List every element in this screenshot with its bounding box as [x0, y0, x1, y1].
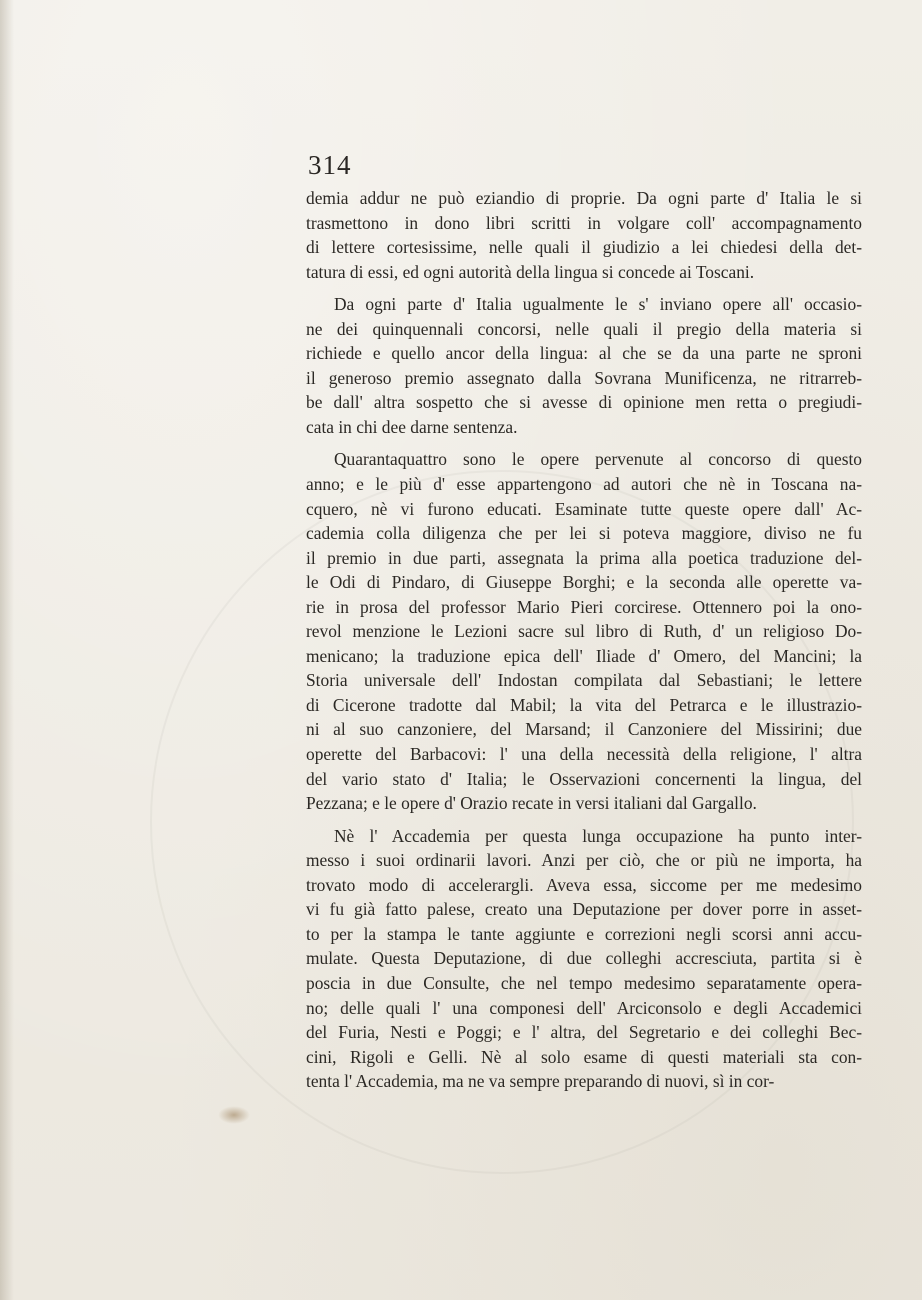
text-line: demia addur ne può eziandio di proprie. Da ogni parte d' Italia le si [306, 188, 862, 208]
text-line: operette del Barbacovi: l' una della necessità della religione, l' altra [306, 744, 862, 765]
text-line: menicano; la traduzione epica dell' Iliade d' Omero, del Mancini; la [306, 645, 862, 666]
text-line: Quarantaquattro sono le opere pervenute al concorso di questo [334, 449, 862, 470]
text-line: le Odi di Pindaro, di Giuseppe Borghi; e la seconda alle operette va- [306, 572, 862, 593]
text-line: no; delle quali l' una componesi dell' Arciconsolo e degli Accademici [306, 997, 862, 1018]
text-line: cini, Rigoli e Gelli. Nè al solo esame di questi materiali sta con- [306, 1046, 862, 1067]
text-line: vi fu già fatto palese, creato una Deputazione per dover porre in asset- [306, 899, 862, 920]
paragraph [306, 186, 862, 284]
text-line: cquero, nè vi furono educati. Esaminate tutte queste opere dall' Ac- [306, 498, 862, 519]
page-number: 314 [308, 150, 352, 180]
text-line: Storia universale dell' Indostan compilata dal Sebastiani; le lettere [306, 670, 862, 691]
text-line: Da ogni parte d' Italia ugualmente le s' inviano opere all' occasio- [334, 294, 862, 315]
text-line: mulate. Questa Deputazione, di due colleghi accresciuta, partita si è [306, 948, 862, 969]
text-line: messo i suoi ordinarii lavori. Anzi per ciò, che or più ne importa, ha [306, 850, 862, 871]
text-line: tatura di essi, ed ogni autorità della lingua si concede ai Toscani. [306, 261, 755, 282]
paragraph-gap [306, 816, 862, 824]
paragraph-gap [306, 439, 862, 447]
text-line: di Cicerone tradotte dal Mabil; la vita del Petrarca e le illustrazio- [306, 694, 862, 715]
text-line: revol menzione le Lezioni sacre sul libro di Ruth, d' un religioso Do- [306, 621, 862, 642]
text-line: ne dei quinquennali concorsi, nelle quali il pregio della materia si [306, 318, 862, 339]
paragraph [306, 824, 862, 1094]
text-line: richiede e quello ancor della lingua: al che se da una parte ne sproni [306, 343, 862, 364]
paper-stain [218, 1106, 250, 1124]
text-line: to per la stampa le tante aggiunte e correzioni negli scorsi anni accu- [306, 923, 862, 944]
paragraph [306, 292, 862, 439]
text-line: cademia colla diligenza che per lei si poteva maggiore, diviso ne fu [306, 523, 862, 544]
text-line: di lettere cortesissime, nelle quali il giudizio a lei chiedesi della det- [306, 237, 862, 258]
paragraph-gap [306, 284, 862, 292]
text-line: rie in prosa del professor Mario Pieri corcirese. Ottennero poi la ono- [306, 596, 862, 617]
paragraph [306, 447, 862, 815]
text-line: trovato modo di accelerargli. Aveva essa, siccome per me medesimo [306, 874, 862, 895]
text-line: del Furia, Nesti e Poggi; e l' altra, del Segretario e dei colleghi Bec- [306, 1022, 862, 1043]
text-line: ni al suo canzoniere, del Marsand; il Canzoniere del Missirini; due [306, 719, 862, 740]
text-line: del vario stato d' Italia; le Osservazioni concernenti la lingua, del [306, 768, 862, 789]
text-line: anno; e le più d' esse appartengono ad autori che nè in Toscana na- [306, 474, 862, 495]
text-line: poscia in due Consulte, che nel tempo medesimo separatamente opera- [306, 972, 862, 993]
text-line: il premio in due parti, assegnata la prima alla poetica traduzione del- [306, 547, 862, 568]
text-line: trasmettono in dono libri scritti in volgare coll' accompagnamento [306, 212, 862, 233]
text-line: be dall' altra sospetto che si avesse di opinione men retta o pregiudi- [306, 392, 862, 413]
body-text [306, 186, 862, 1094]
text-line: il generoso premio assegnato dalla Sovrana Munificenza, ne ritrarreb- [306, 367, 862, 388]
text-line: cata in chi dee darne sentenza. [306, 416, 518, 437]
text-line: tenta l' Accademia, ma ne va sempre preparando di nuovi, sì in cor- [306, 1071, 775, 1092]
text-line: Nè l' Accademia per questa lunga occupazione ha punto inter- [334, 825, 862, 846]
text-line: Pezzana; e le opere d' Orazio recate in versi italiani dal Gargallo. [306, 793, 757, 814]
page-edge-shadow [0, 0, 14, 1300]
